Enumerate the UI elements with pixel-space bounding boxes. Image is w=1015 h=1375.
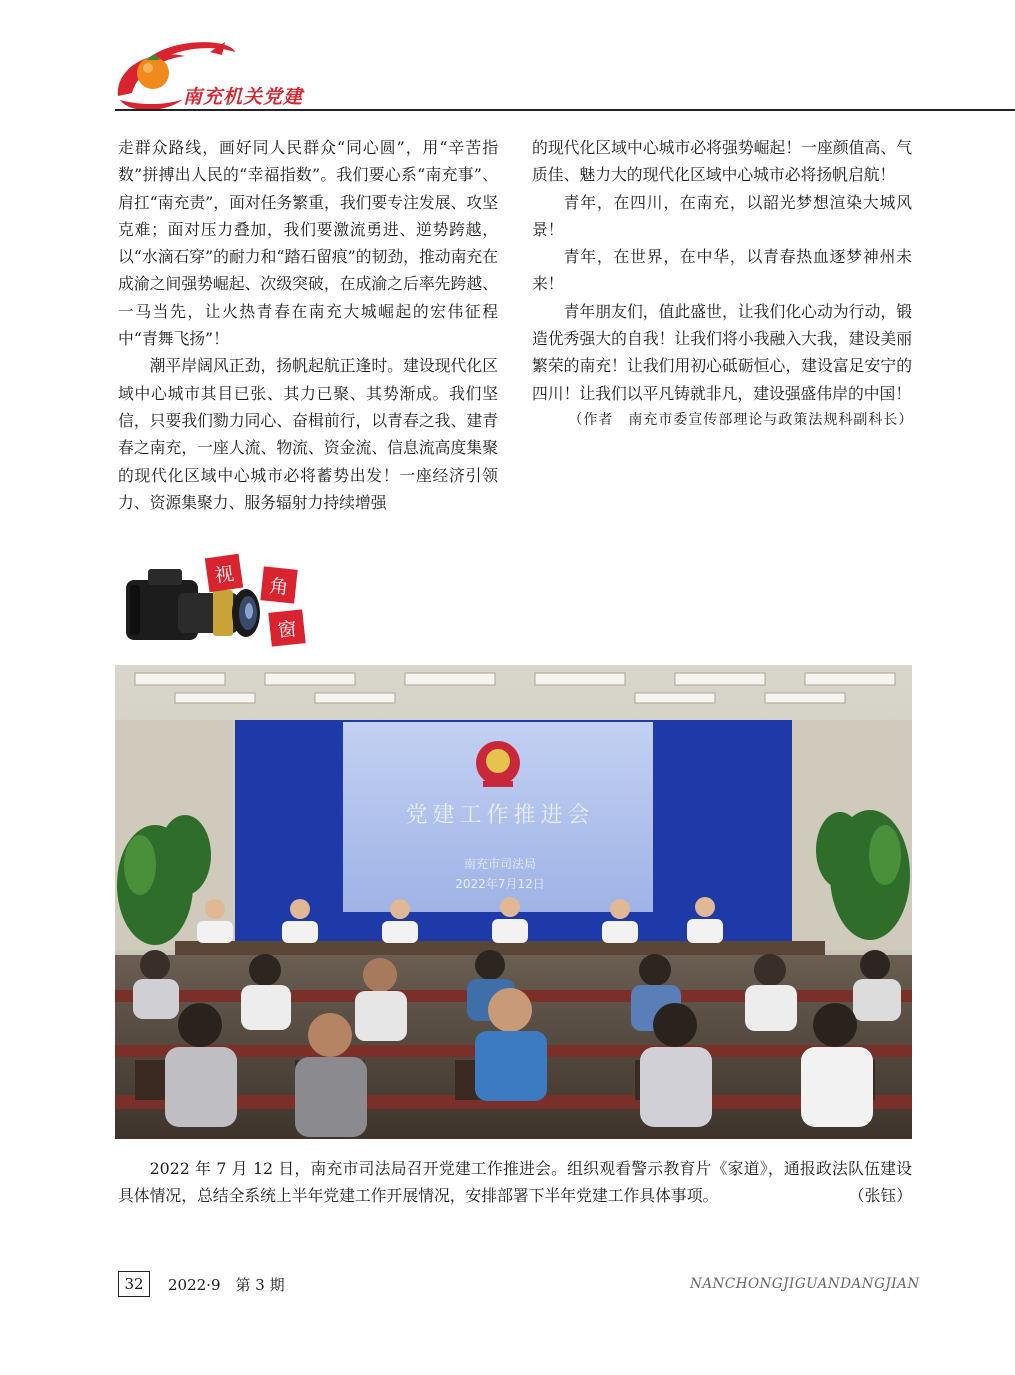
paragraph: 走群众路线，画好同人民群众“同心圆”，用“辛苦指数”拼搏出人民的“幸福指数”。我们要心系“南充事”、肩扛“南充责”，面对任务繁重，我们要专注发展、攻坚克难；面对压力叠加，我们要激流勇进、逆势跨越，以“水滴石穿”的耐力和“踏石留痕”的韧劲，推动南充在成渝之间强势崛起、次级突破，在成渝之后率先跨越、一马当先，让火热青春在南充大城崛起的宏伟征程中“青舞飞扬”！: [118, 138, 498, 349]
banner-org: 南充市司法局: [463, 857, 536, 871]
paragraph: 的现代化区域中心城市必将强势崛起！一座颜值高、气质佳、魅力大的现代化区域中心城市必将扬帆启航！: [532, 138, 912, 185]
caption-author: （张钰）: [848, 1186, 912, 1205]
site-name: NANCHONGJIGUANDANGJIAN: [690, 1276, 920, 1292]
paragraph: 青年朋友们，值此盛世，让我们化心动为行动，锻造优秀强大的自我！让我们将小我融入大我，建设美丽繁荣的南充！让我们用初心砥砺恒心，建设富足安宁的四川！让我们以平凡铸就非凡，建设强盛伟岸的中国！: [532, 301, 912, 403]
section-tag: 角: [260, 566, 297, 603]
brand-title: 南充机关党建: [183, 86, 304, 108]
article-right-column: [532, 134, 912, 434]
article-left-column: [118, 134, 498, 516]
banner-date: 2022年7月12日: [455, 877, 545, 891]
section-tag: 窗: [268, 609, 305, 646]
section-tag: 视: [205, 554, 243, 592]
banner-title: 党建工作推进会: [405, 803, 595, 828]
paragraph: 潮平岸阔风正劲，扬帆起航正逢时。建设现代化区域中心城市其目已张、其力已聚、其势渐成。我们坚信，只要我们勠力同心、奋楫前行，以青春之我、建青春之南充，一座人流、物流、资金流、信息流高度集聚的现代化区域中心城市必将蓄势出发！一座经济引领力、资源集聚力、服务辐射力持续增强: [118, 356, 498, 512]
page-header: [0, 0, 1015, 115]
page-number: 32: [118, 1271, 150, 1297]
author-byline: （作者 南充市委宣传部理论与政策法规科副科长）: [568, 411, 914, 428]
paragraph: 青年，在四川，在南充，以韶光梦想渲染大城风景！: [532, 192, 912, 239]
header-divider: [115, 109, 1015, 111]
paragraph: 青年，在世界，在中华，以青春热血逐梦神州未来！: [532, 247, 912, 294]
issue-label: 2022·9 第 3 期: [168, 1276, 285, 1294]
caption-text: 2022 年 7 月 12 日，南充市司法局召开党建工作推进会。组织观看警示教育片《家道》，通报政法队伍建设具体情况，总结全系统上半年党建工作开展情况，安排部署下半年党建工作具体事项。: [118, 1159, 912, 1205]
photo-caption: [118, 1155, 912, 1209]
meeting-photo: [115, 665, 912, 1139]
